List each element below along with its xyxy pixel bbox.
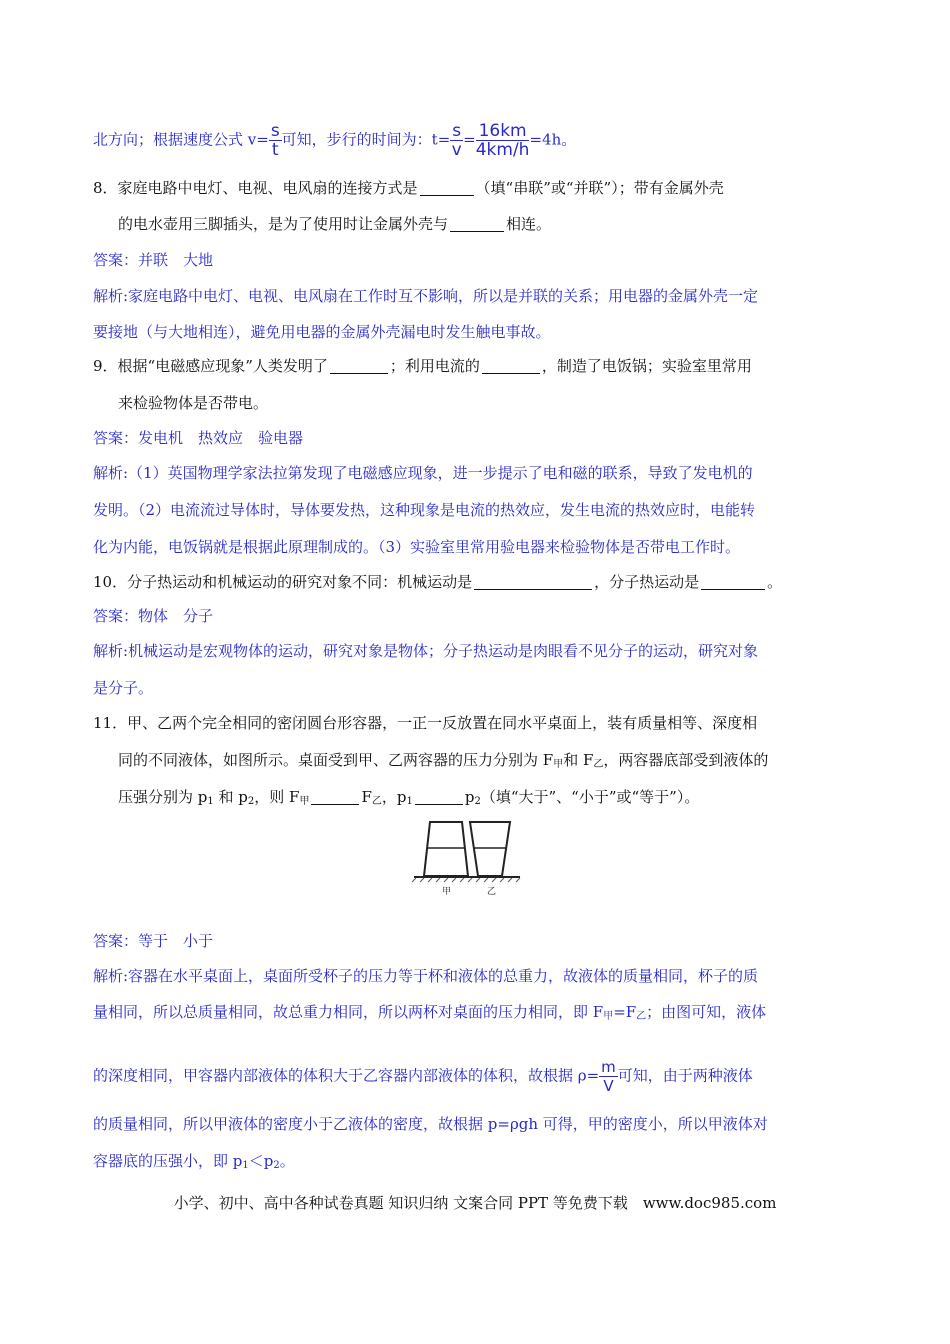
label-yi: 乙 [487, 887, 497, 897]
q11-analysis-line5: 容器底的压强小，即 $p_1<p_2$。 [93, 1152, 295, 1171]
answer-blank [311, 788, 359, 805]
q10-answer: 答案：物体 分子 [93, 607, 214, 625]
q9-line2: 来检验物体是否带电。 [118, 394, 269, 412]
q11-line3: 压强分别为 $p_1$ 和 $p_2$，则 $F_甲$ $F_乙$，$p_1$ $p_2$（填“大于”、“小于”或“等于”）。 [118, 788, 700, 807]
intro-text-mid: 可知，步行的时间为：t= [281, 130, 451, 149]
q11-analysis-line2: 量相同，所以总质量相同，故总重力相同，所以两杯对桌面的压力相同，即 $F_甲=F_乙$；由图可知，液体 [93, 1003, 767, 1022]
fraction-m-over-v: $\frac{m}{V}$ [601, 1058, 616, 1095]
q11-analysis-line1: 解析:容器在水平桌面上，桌面所受杯子的压力等于杯和液体的总重力，故液体的质量相同，杯子的质 [93, 967, 759, 985]
intro-line: 北方向；根据速度公式 v= $\frac{s}{t}$ 可知，步行的时间为：t= $\frac{s}{v}$ = $\frac{16km}{4km/h}$ =4h。 [93, 121, 577, 160]
table-hatching [412, 878, 520, 882]
q9-line1: 9．根据“电磁感应现象”人类发明了 ；利用电流的 ，制造了电饭锅；实验室里常用 [93, 357, 752, 375]
answer-blank [482, 357, 540, 374]
q8-line1: 8．家庭电路中电灯、电视、电风扇的连接方式是 （填“串联”或“并联”）；带有金属外壳 [93, 179, 724, 197]
q9-analysis-line2: 发明。（2）电流流过导体时，导体要发热，这种现象是电流的热效应，发生电流的热效应时，电能转 [93, 501, 756, 519]
q11-line2: 同的不同液体，如图所示。桌面受到甲、乙两容器的压力分别为 $F_甲$和 $F_乙$，两容器底部受到液体的 [118, 751, 769, 770]
intro-text: 北方向；根据速度公式 v= [93, 130, 269, 149]
q11-analysis-line4: 的质量相同，所以甲液体的密度小于乙液体的密度，故根据 p=ρgh 可得，甲的密度小，所以甲液体对 [93, 1115, 768, 1133]
fraction-s-over-t: $\frac{s}{t}$ [270, 121, 280, 160]
containers-figure [408, 818, 528, 898]
q10-analysis-line2: 是分子。 [93, 679, 154, 697]
q8-analysis-line2: 要接地（与大地相连），避免用电器的金属外壳漏电时发生触电事故。 [93, 323, 551, 341]
page-footer: 小学、初中、高中各种试卷真题 知识归纳 文案合同 PPT 等免费下载 www.doc985.com [173, 1194, 777, 1212]
q9-analysis-line3: 化为内能，电饭锅就是根据此原理制成的。（3）实验室里常用验电器来检验物体是否带电工作时。 [93, 538, 741, 556]
answer-blank [474, 573, 592, 590]
container-jia [424, 822, 468, 876]
q11-answer: 答案：等于 小于 [93, 932, 214, 950]
q10-analysis-line1: 解析:机械运动是宏观物体的运动，研究对象是物体；分子热运动是肉眼看不见分子的运动，研究对象 [93, 642, 759, 660]
q8-line2: 的电水壶用三脚插头，是为了使用时让金属外壳与 相连。 [118, 215, 552, 233]
answer-blank [415, 788, 463, 805]
q8-analysis-line1: 解析:家庭电路中电灯、电视、电风扇在工作时互不影响，所以是并联的关系；用电器的金属外壳一定 [93, 287, 759, 305]
q11-analysis-line3: 的深度相同，甲容器内部液体的体积大于乙容器内部液体的体积，故根据 ρ= $\frac{m}{V}$ 可知，由于两种液体 [93, 1058, 753, 1095]
answer-blank [450, 215, 504, 232]
q10-line1: 10．分子热运动和机械运动的研究对象不同：机械运动是 ，分子热运动是 。 [93, 573, 783, 591]
container-yi [470, 822, 510, 876]
q9-analysis-line1: 解析:（1）英国物理学家法拉第发现了电磁感应现象，进一步提示了电和磁的联系，导致了发电机的 [93, 464, 753, 482]
answer-blank [330, 357, 388, 374]
answer-blank [701, 573, 765, 590]
q9-answer: 答案：发电机 热效应 验电器 [93, 429, 304, 447]
q8-answer: 答案：并联 大地 [93, 251, 214, 269]
q11-line1: 11．甲、乙两个完全相同的密闭圆台形容器，一正一反放置在同水平桌面上，装有质量相等、深度相 [93, 714, 758, 732]
label-jia: 甲 [442, 887, 452, 897]
fraction-s-over-v: $\frac{s}{v}$ [451, 121, 462, 160]
fraction-distance-over-speed: $\frac{16km}{4km/h}$ [475, 121, 530, 160]
intro-text-end: =4h。 [529, 130, 577, 149]
answer-blank [420, 179, 474, 196]
